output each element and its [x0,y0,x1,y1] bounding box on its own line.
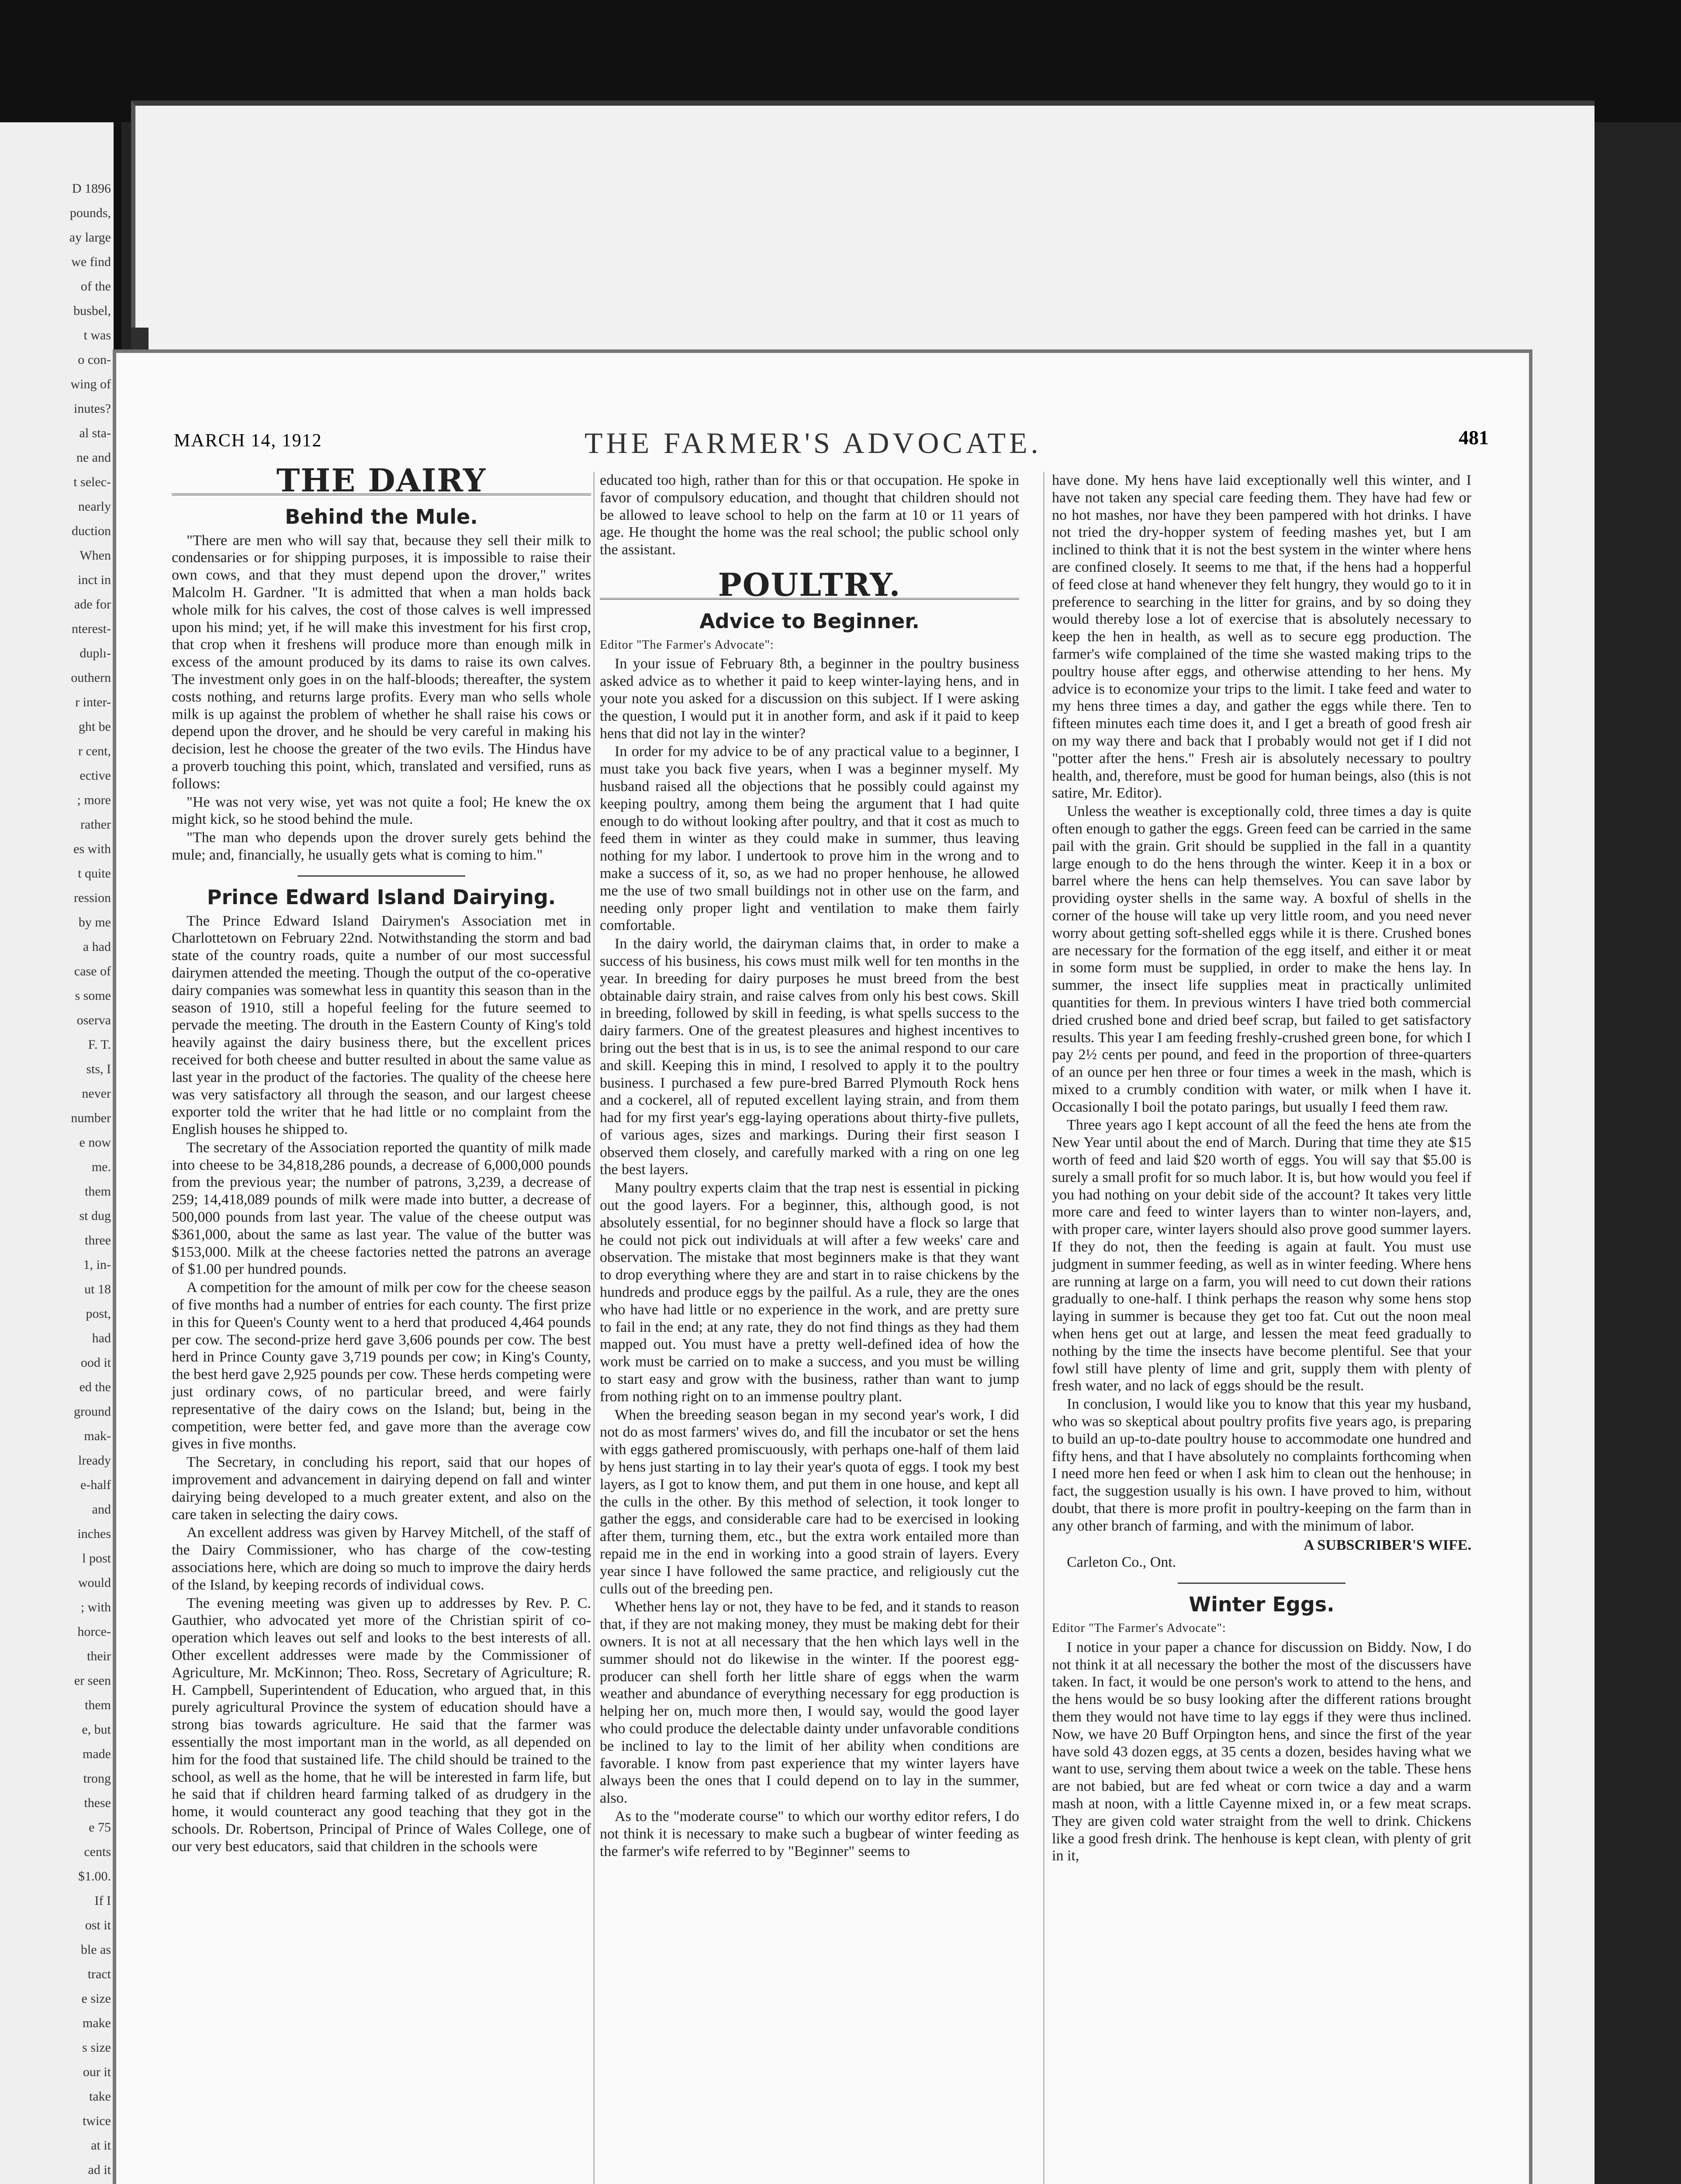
article-title-winter-eggs: Winter Eggs. [1189,1593,1335,1617]
left-page-text-fragment: never [82,1086,111,1101]
column-poultry-continued [1052,472,1471,1866]
left-page-text-fragment: tract [87,1967,111,1981]
article-title-behind-the-mule: Behind the Mule. [285,505,478,529]
left-page-text-fragment: er seen [74,1673,111,1688]
left-page-text-fragment: ble as [80,1942,111,1957]
paragraph: Many poultry experts claim that the trap nest is essential in picking out the good layers. For a beginner, this, although good, is not absolutely essential, for no beginner should have a flock so large that he could not pick out individuals at will after a few weeks' care and observation. The mistake that most beginners make is that they want to drop everything where they are and start in to raise chickens by the hundreds and produce eggs by the pailful. As a rule, they are the ones who have had little or no experience in the work, and are pretty sure to fail in the end; at any rate, they do not find things as they had them mapped out. You must have a pretty well-defined idea of how the work must be carried on to make a success, and you must be willing to start easy and grow with the business, rather than want to jump from nothing right on to an immense poultry plant. [600,1180,1019,1405]
signature: A SUBSCRIBER'S WIFE. [1304,1537,1471,1553]
left-page-text-fragment: cents [84,1845,111,1859]
left-page-text-fragment: lready [78,1453,111,1468]
left-page-text-fragment: at it [91,2138,111,2153]
left-page-text-fragment: by me [78,915,111,930]
column-rule [593,472,595,2184]
left-page-text-fragment: es with [73,842,111,856]
paragraph: educated too high, rather than for this or that occupation. He spoke in favor of compulsory education, and thought that children should not be allowed to leave school to help on the farm at 10 or 11 years of age. He thought the home was the real school; the public school only the assistant. [600,472,1019,558]
left-page-text-fragment: a had [83,940,111,954]
left-page-text-fragment: ective [80,768,111,783]
left-page-text-fragment: duction [72,524,111,538]
left-page-text-fragment: ay large [69,230,111,245]
left-page-text-fragment: would [78,1576,111,1590]
paragraph: "There are men who will say that, because they sell their milk to condensaries or for shipping purposes, it is impossible to raise their own cows, and that they must depend upon the drover," writes Malcolm H. Gardner. "It is admitted that when a man holds back whole milk for his calves, the cost of those calves is well impressed upon his mind; yet, if he will make this investment for his first crop, that crop when it freshens will produce more than enough milk in excess of the amount produced by its dams to raise its own calves. The investment only goes in on the half-bloods; thereafter, the system costs nothing, and returns large profits. Every man who sells whole milk is up against the problem of whether he shall raise his cows or depend upon the drover, and he should be very careful in making his decision, lest he choose the greater of the two evils. The Hindus have a proverb touching this point, which, translated and versified, runs as follows: [172,532,591,792]
paragraph: In conclusion, I would like you to know that this year my husband, who was so skeptical about poultry profits five years ago, is preparing to build an up-to-date poultry house to accommodate one hundred and fifty hens, and that I have absolutely no complaints forthcoming when I need more hen feed or when I ask him to clean out the henhouse; in fact, the suggestion usually is his own. I have proved to him, without doubt, that there is more profit in poultry-keeping on the farm than in any other branch of farming, and with the minimum of labor. [1052,1396,1471,1534]
paragraph: Whether hens lay or not, they have to be fed, and it stands to reason that, if they are not making money, they must be making debt for their owners. It is not at all necessary that the hen which lays well in the summer should not do likewise in the winter. If the poorest egg-producer can shell forth her little share of eggs when the warm weather and abundance of everything necessary for egg production is helping her on, much more then, I would say, would the good layer who could produce the delectable dainty under unfavorable conditions be inclined to lay to the limit of her ability when conditions are favorable. I know from past experience that my winter layers have always been the ones that I could depend on to lay in the summer, also. [600,1599,1019,1807]
section-title-poultry: POULTRY. [600,576,1019,600]
paragraph: "He was not very wise, yet was not quite a fool; He knew the ox might kick, so he stood behind the mule. [172,794,591,828]
masthead-title: THE FARMER'S ADVOCATE. [585,426,1042,460]
left-page-text-fragment: st dug [79,1209,111,1223]
left-page-text-fragment: wing of [70,377,111,391]
left-page-text-fragment: ground [74,1404,111,1419]
left-page-text-fragment: ne and [76,450,111,465]
left-page-text-fragment: twice [83,2114,111,2128]
left-page-text-fragment: ed the [79,1380,111,1394]
left-page-text-fragment: we find [71,255,111,269]
paragraph: In order for my advice to be of any practical value to a beginner, I must take you back five years, when I was a beginner myself. My husband raised all the objections that he possibly could against my keeping poultry, among them being the argument that I had quite enough to do without looking after poultry, and that it cost as much to feed them in winter as they could make in summer, thus leaving nothing for my labor. I undertook to prove him in the wrong and to make a success of it, so, as we had no proper henhouse, he allowed me the use of two small buildings not in other use on the farm, and needing only proper light and ventilation to make them fairly comfortable. [600,743,1019,934]
issue-date: MARCH 14, 1912 [174,431,322,451]
column-poultry [600,472,1019,1861]
left-page-text-fragment: r inter- [75,695,111,709]
paragraph: As to the "moderate course" to which our worthy editor refers, I do not think it is necessary to make such a bugbear of winter feeding as the farmer's wife referred to by "Beginner" seems to [600,1808,1019,1859]
left-page-text-fragment: and [92,1502,111,1517]
section-title-dairy: THE DAIRY [172,472,591,495]
left-page-text-fragment: make [83,2016,111,2030]
left-page-text-fragment: me. [91,1160,111,1174]
left-page-text-fragment: had [92,1331,111,1345]
left-page-text-fragment: nearly [78,499,111,514]
left-page-text-fragment: them [85,1698,111,1712]
left-page-text-fragment: oserva [76,1013,111,1027]
left-page-text-fragment: r cent, [78,744,111,758]
column-rule [1043,472,1045,2184]
paragraph: The Prince Edward Island Dairymen's Association met in Charlottetown on February 22nd. Notwithstanding the storm and bad state of the country roads, quite a number of our most successful dairymen attended the meeting. Though the output of the co-operative dairy companies was somewhat less in quantity this season than in the season of 1910, still a hopeful feeling for the future seemed to pervade the meeting. The drouth in the Eastern County of King's told heavily against the dairy business there, but the excellent prices received for both cheese and butter resulted in about the same value as last year in the product of the factories. The quality of the cheese here was very satisfactory all through the season, and our largest cheese exporter told the writer that he had little or no complaint from the English houses he shipped to. [172,912,591,1138]
left-page-text-fragment: post, [86,1306,111,1321]
left-page-text-fragment: horce- [77,1624,111,1639]
paragraph: The Secretary, in concluding his report, said that our hopes of improvement and advancement in dairying depend on fall and winter dairying being developed to a much greater extent, and also on the care taken in selecting the dairy cows. [172,1454,591,1523]
left-page-text-fragment: When [80,548,111,563]
left-page-text-fragment: ression [74,891,111,905]
left-page-text-fragment: ad it [88,2163,111,2177]
left-page-text-fragment: rather [80,817,111,832]
paragraph: The evening meeting was given up to addresses by Rev. P. C. Gauthier, who advocated yet more of the Christian spirit of co-operation which leaves out self and looks to the best interests of all. Other excellent addresses were made by the Commissioner of Agriculture, Mr. McKinnon; Theo. Ross, Secretary of Agriculture; R. H. Campbell, Superintendent of Education, who argued that, in this purely agricultural Province the system of education should have a strong bias towards agriculture. He said that the farmer was essentially the most important man in the world, as all depended on him for the food that sustained life. The child should be trained to the school, as well as the home, that he will be interested in farm life, but he said that if children heard farming talked of as drudgery in the home, it would counteract any good teaching that they got in the schools. Dr. Robertson, Principal of Prince of Wales College, one of our very best educators, said that children in the schools were [172,1595,591,1855]
left-page-text-fragment: F. T. [88,1037,111,1052]
article-divider [1178,1583,1345,1584]
left-page-text-fragment: them [85,1184,111,1199]
left-page-text-fragment: trong [83,1771,111,1786]
left-page-text-fragment: s size [82,2040,111,2055]
left-page-text-fragment: our it [83,2065,111,2079]
left-page-text-fragment: their [87,1649,111,1663]
previous-page-edge [0,122,121,2184]
newspaper-page [113,349,1532,2184]
left-page-text-fragment: al sta- [79,426,111,440]
left-page-text-fragment: e 75 [89,1820,111,1835]
left-page-text-fragment: e-half [80,1478,111,1492]
left-page-text-fragment: e, but [82,1722,111,1737]
left-page-text-fragment: inutes? [74,401,111,416]
left-page-text-fragment: e size [81,1991,111,2006]
paragraph: "The man who depends upon the drover surely gets behind the mule; and, financially, he usually gets what is coming to him." [172,829,591,863]
left-page-text-fragment: sts, I [86,1062,111,1076]
editor-salutation: Editor "The Farmer's Advocate": [600,638,774,652]
left-page-text-fragment: these [84,1796,111,1810]
left-page-text-fragment: t quite [78,866,111,881]
paragraph: A competition for the amount of milk per cow for the cheese season of five months had a number of entries for each county. The first prize in this for Queen's County went to a herd that produced 4,464 pounds per cow. The second-prize herd gave 3,606 pounds per cow. The best herd in Prince County gave 3,719 pounds per cow; in King's County, the best herd gave 2,925 pounds per cow. These herds competing were just ordinary cows, of no particular breed, and were fairly representative of the dairy cows on the Island; but, being in the competition, were better fed, and gave more than the average cow gives in five months. [172,1279,591,1452]
editor-salutation: Editor "The Farmer's Advocate": [1052,1621,1226,1635]
paragraph: have done. My hens have laid exceptionally well this winter, and I have not taken any special care feeding them. They have had few or no hot mashes, nor have they been pampered with hot drinks. I have not tried the dry-hopper system of feeding mashes yet, but I am inclined to think that it is not the best system in the winter where hens are confined closely. It seems to me that, if the hens had a hopperful of feed close at hand whenever they felt hungry, they would go to it in preference to searching in the litter for grains, and by so doing they would thereby lose a lot of exercise that is absolutely necessary to keep the hen in health, as well as to secure egg production. The farmer's wife complained of the time she wasted making trips to the poultry house after eggs, and otherwise attending to her hens. My advice is to economize your trips to the limit. I take feed and water to my hens three times a day, and gather the eggs while there. Ten to fifteen minutes each time does it, and I get a breath of good fresh air on my way there and back that I probably would not get if I did not "potter after the hens." Fresh air is absolutely necessary to poultry health, and, therefore, must be good for human beings, also (this is not satire, Mr. Editor). [1052,472,1471,802]
left-page-text-fragment: nterest- [72,622,111,636]
paragraph: In your issue of February 8th, a beginner in the poultry business asked advice as to whether it paid to keep winter-laying hens, and in your note you asked for a discussion on this subject. If I were asking the question, I would put it in another form, and ask if it paid to keep hens that did not lay in the winter? [600,656,1019,742]
left-page-text-fragment: t was [83,328,111,342]
left-page-text-fragment: ght be [78,719,111,734]
left-page-text-fragment: s some [75,988,111,1003]
left-page-text-fragment: D 1896 [72,181,111,196]
left-page-text-fragment: duplı- [80,646,111,660]
article-divider [297,875,465,877]
article-title-pei-dairying: Prince Edward Island Dairying. [207,885,556,909]
left-page-text-fragment: o con- [78,352,111,367]
left-page-text-fragment: take [89,2089,111,2104]
paragraph: Three years ago I kept account of all the feed the hens ate from the New Year until about the end of March. During that time they ate $15 worth of feed and laid $20 worth of eggs. You will say that $5.00 is surely a small profit for so much labor. It is, but how would you feel if you had nothing on your debit side of the account? It takes very little more care and feed to winter layers than to winter non-layers, and, with proper care, winter layers should also prove good summer layers. If they do not, then the feeding is again at fault. You must use judgment in summer feeding, as well as in winter feeding. Where hens are running at large on a farm, you will need to cut down their rations gradually to one-half. I think perhaps the reason why some hens stop laying in summer is because they get too fat. Cut out the noon meal when hens get out at large, and lessen the meat feed gradually to nothing by the time the insects have become plentiful. See that your fowl still have plenty of lime and grit, supply them with plenty of fresh water, and no lack of eggs should be the result. [1052,1117,1471,1394]
left-page-text-fragment: busbel, [73,304,111,318]
paragraph: Unless the weather is exceptionally cold, three times a day is quite often enough to gather the eggs. Green feed can be carried in the same pail with the grain. Grit should be supplied in the fall in a quantity large enough to do the hens through the winter. Keep it in a box or barrel where the hens can help themselves. You can save labor by providing oyster shells in the same way. A boxful of shells in the corner of the house will take up very little room, and you need never worry about getting soft-shelled eggs while it is there. Crushed bones are necessary for the formation of the egg itself, and either it or meat in some form must be supplied, in order to make the hens lay. In summer, the insect life supplies meat in practically unlimited quantities for them. In previous winters I have tried both commercial dried crushed bone and dried beef scrap, but failed to get satisfactory results. This year I am feeding freshly-crushed green bone, for which I pay 2½ cents per pound, and feed in the proportion of three-quarters of an ounce per hen three or four times a week in the mash, which is mixed to a crumbly condition with water, or milk when I have it. Occasionally I boil the potato parings, but usually I feed them raw. [1052,803,1471,1115]
left-page-text-fragment: t selec- [73,475,111,489]
paragraph: An excellent address was given by Harvey Mitchell, of the staff of the Dairy Commissioner, who has charge of the cow-testing associations here, which are doing so much to improve the dairy herds of the Island, by keeping records of individual cows. [172,1524,591,1593]
left-page-text-fragment: e now [79,1135,111,1150]
left-page-text-fragment: ood it [80,1355,111,1370]
left-page-text-fragment: l post [82,1551,111,1565]
dateline-place: Carleton Co., Ont. [1067,1554,1176,1571]
left-page-text-fragment: If I [94,1894,111,1908]
column-dairy [172,462,591,1856]
left-page-text-fragment: ade for [74,597,111,612]
page-header [174,426,1489,465]
left-page-text-fragment: ut 18 [84,1282,111,1296]
page-number: 481 [1459,426,1489,449]
article-title-advice-to-beginner: Advice to Beginner. [699,609,920,633]
left-page-text-fragment: outhern [71,670,111,685]
left-page-text-fragment: made [83,1747,111,1761]
left-page-text-fragment: inches [77,1527,111,1541]
left-page-text-fragment: mak- [84,1429,111,1443]
left-page-text-fragment: inct in [78,573,111,587]
left-page-text-fragment: 1, in- [83,1258,111,1272]
left-page-text-fragment: number [71,1111,111,1125]
paragraph: The secretary of the Association reported the quantity of milk made into cheese to be 34,818,286 pounds, a decrease of 6,000,000 pounds from the previous year; the number of patrons, 3,239, a decrease of 259; 14,418,089 pounds of milk were made into butter, a decrease of 500,000 pounds from last year. The value of the cheese output was $361,000, about the same as last year. The value of the butter was $153,000. Milk at the cheese factories netted the patrons an average of $1.00 per hundred pounds. [172,1139,591,1278]
left-page-text-fragment: ; with [80,1600,111,1614]
left-page-text-fragment: $1.00. [78,1869,111,1883]
paragraph: When the breeding season began in my second year's work, I did not do as most farmers' wives do, and fill the incubator or set the hens with eggs gathered promiscuously, with perhaps one-half of them laid by hens just starting in to lay their year's quota of eggs. I took my best layers, as I got to know them, and put them in one house, and kept all the culls in the other. By this method of selection, it took longer to gather the eggs, and considerable care had to be exercised in looking after them, turning them, etc., but the extra work entailed more than repaid me in the end in working into a good strain of layers. Every year since I have followed the same practice, and religiously cut the culls out of the breeding pen. [600,1406,1019,1597]
left-page-text-fragment: ; more [77,793,111,807]
left-page-text-fragment: ost it [85,1918,111,1932]
left-page-text-fragment: pounds, [69,206,111,220]
left-page-text-fragment: three [85,1233,111,1248]
left-page-text-fragment: case of [74,964,111,978]
paragraph: I notice in your paper a chance for discussion on Biddy. Now, I do not think it at all necessary the bother the most of the discussers have taken. In fact, it would be one person's work to attend to the hens, and the hens would be so busy looking after the different rations brought them they would not have time to lay eggs if they were thus inclined. Now, we have 20 Buff Orpington hens, and since the first of the year have sold 43 dozen eggs, at 35 cents a dozen, besides having what we want to use, serving them about twice a week on the table. These hens are not babied, but are fed wheat or corn twice a day and a warm mash at noon, with a little Cayenne mixed in, or a few meat scraps. They are given cold water straight from the well to drink. Chickens like a good fresh drink. The henhouse is kept clean, with plenty of grit in it, [1052,1639,1471,1864]
left-page-text-fragment: of the [80,279,111,294]
paragraph: In the dairy world, the dairyman claims that, in order to make a success of his business, his cows must milk well for ten months in the year. In breeding for dairy purposes he must breed from the best obtainable dairy strain, and raise calves from only his best cows. Skill in breeding, followed by skill in feeding, is what spells success to the dairy farmers. One of the greatest pleasures and highest incentives to bring out the best that is in us, is to see the animal respond to our care and skill. Keeping this in mind, I resolved to apply it to the poultry business. I purchased a few pure-bred Barred Plymouth Rock hens and a cockerel, all of reputed excellent laying strain, and from them had for my first year's egg-laying operations about thirty-five pullets, of various ages, sizes and markings. During their first season I observed them closely, and carefully marked with a ring on one leg the best layers. [600,936,1019,1178]
